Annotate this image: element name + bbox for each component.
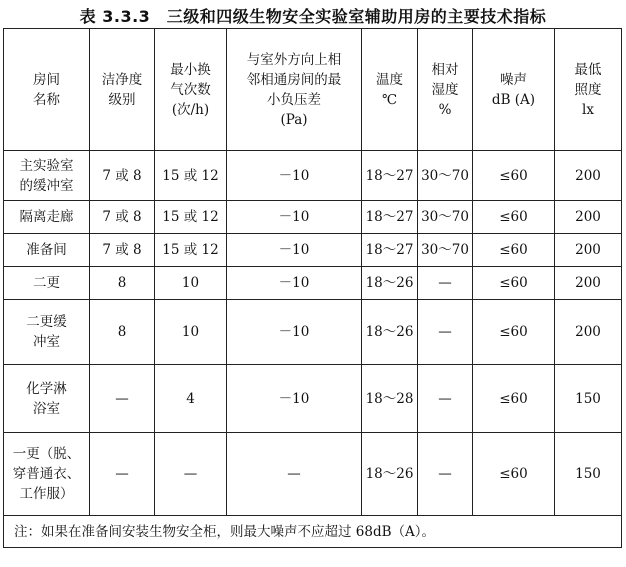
cell-humidity: — <box>418 267 473 300</box>
cell-pressure: －10 <box>227 267 362 300</box>
cell-cleanliness: 8 <box>90 267 155 300</box>
cell-temperature: 18～27 <box>362 201 418 234</box>
table-title: 表 3.3.3 三级和四级生物安全实验室辅助用房的主要技术指标 <box>79 7 547 26</box>
cell-cleanliness: 7 或 8 <box>90 201 155 234</box>
cell-noise: ≤60 <box>473 300 555 365</box>
cell-temperature: 18～26 <box>362 267 418 300</box>
cell-temperature: 18～26 <box>362 433 418 516</box>
header-illuminance: 最低 照度 lx <box>555 29 622 151</box>
cell-noise: ≤60 <box>473 234 555 267</box>
cell-cleanliness: 7 或 8 <box>90 234 155 267</box>
cell-humidity: 30～70 <box>418 234 473 267</box>
cell-illuminance: 200 <box>555 201 622 234</box>
cell-cleanliness: — <box>90 433 155 516</box>
cell-pressure: －10 <box>227 201 362 234</box>
table-note: 注：如果在准备间安装生物安全柜，则最大噪声不应超过 68dB（A）。 <box>4 516 622 548</box>
cell-cleanliness: 7 或 8 <box>90 151 155 201</box>
cell-cleanliness: — <box>90 365 155 433</box>
cell-air-changes: 15 或 12 <box>155 201 227 234</box>
cell-temperature: 18～27 <box>362 234 418 267</box>
note-row <box>4 516 622 548</box>
cell-illuminance: 150 <box>555 365 622 433</box>
cell-air-changes: — <box>155 433 227 516</box>
cell-room-name: 化学淋 浴室 <box>4 365 90 433</box>
table-row <box>4 267 622 300</box>
cell-cleanliness: 8 <box>90 300 155 365</box>
table-row <box>4 201 622 234</box>
header-room-name: 房间 名称 <box>4 29 90 151</box>
cell-humidity: — <box>418 300 473 365</box>
cell-noise: ≤60 <box>473 433 555 516</box>
header-humidity: 相对 湿度 % <box>418 29 473 151</box>
table-row <box>4 300 622 365</box>
cell-air-changes: 10 <box>155 267 227 300</box>
cell-illuminance: 200 <box>555 234 622 267</box>
cell-illuminance: 200 <box>555 151 622 201</box>
cell-air-changes: 15 或 12 <box>155 234 227 267</box>
cell-noise: ≤60 <box>473 201 555 234</box>
header-row <box>4 29 622 151</box>
cell-temperature: 18～27 <box>362 151 418 201</box>
cell-noise: ≤60 <box>473 365 555 433</box>
header-air-changes: 最小换 气次数 (次/h) <box>155 29 227 151</box>
cell-room-name: 准备间 <box>4 234 90 267</box>
header-pressure-difference: 与室外方向上相 邻相通房间的最 小负压差 (Pa) <box>227 29 362 151</box>
cell-humidity: — <box>418 433 473 516</box>
cell-room-name: 主实验室 的缓冲室 <box>4 151 90 201</box>
cell-humidity: 30～70 <box>418 201 473 234</box>
technical-indicators-table <box>3 28 622 548</box>
table-row <box>4 433 622 516</box>
table-row <box>4 365 622 433</box>
cell-air-changes: 10 <box>155 300 227 365</box>
cell-humidity: 30～70 <box>418 151 473 201</box>
cell-humidity: — <box>418 365 473 433</box>
cell-illuminance: 150 <box>555 433 622 516</box>
cell-illuminance: 200 <box>555 267 622 300</box>
cell-pressure: －10 <box>227 234 362 267</box>
cell-pressure: — <box>227 433 362 516</box>
header-cleanliness-class: 洁净度 级别 <box>90 29 155 151</box>
cell-noise: ≤60 <box>473 151 555 201</box>
cell-noise: ≤60 <box>473 267 555 300</box>
cell-room-name: 二更 <box>4 267 90 300</box>
cell-illuminance: 200 <box>555 300 622 365</box>
cell-air-changes: 4 <box>155 365 227 433</box>
cell-pressure: －10 <box>227 365 362 433</box>
table-row <box>4 151 622 201</box>
cell-pressure: －10 <box>227 151 362 201</box>
table-row <box>4 234 622 267</box>
cell-temperature: 18～28 <box>362 365 418 433</box>
header-noise: 噪声 dB (A) <box>473 29 555 151</box>
header-temperature: 温度 ℃ <box>362 29 418 151</box>
cell-room-name: 一更（脱、 穿普通衣、 工作服） <box>4 433 90 516</box>
cell-room-name: 隔离走廊 <box>4 201 90 234</box>
cell-air-changes: 15 或 12 <box>155 151 227 201</box>
cell-temperature: 18～26 <box>362 300 418 365</box>
cell-room-name: 二更缓 冲室 <box>4 300 90 365</box>
cell-pressure: －10 <box>227 300 362 365</box>
